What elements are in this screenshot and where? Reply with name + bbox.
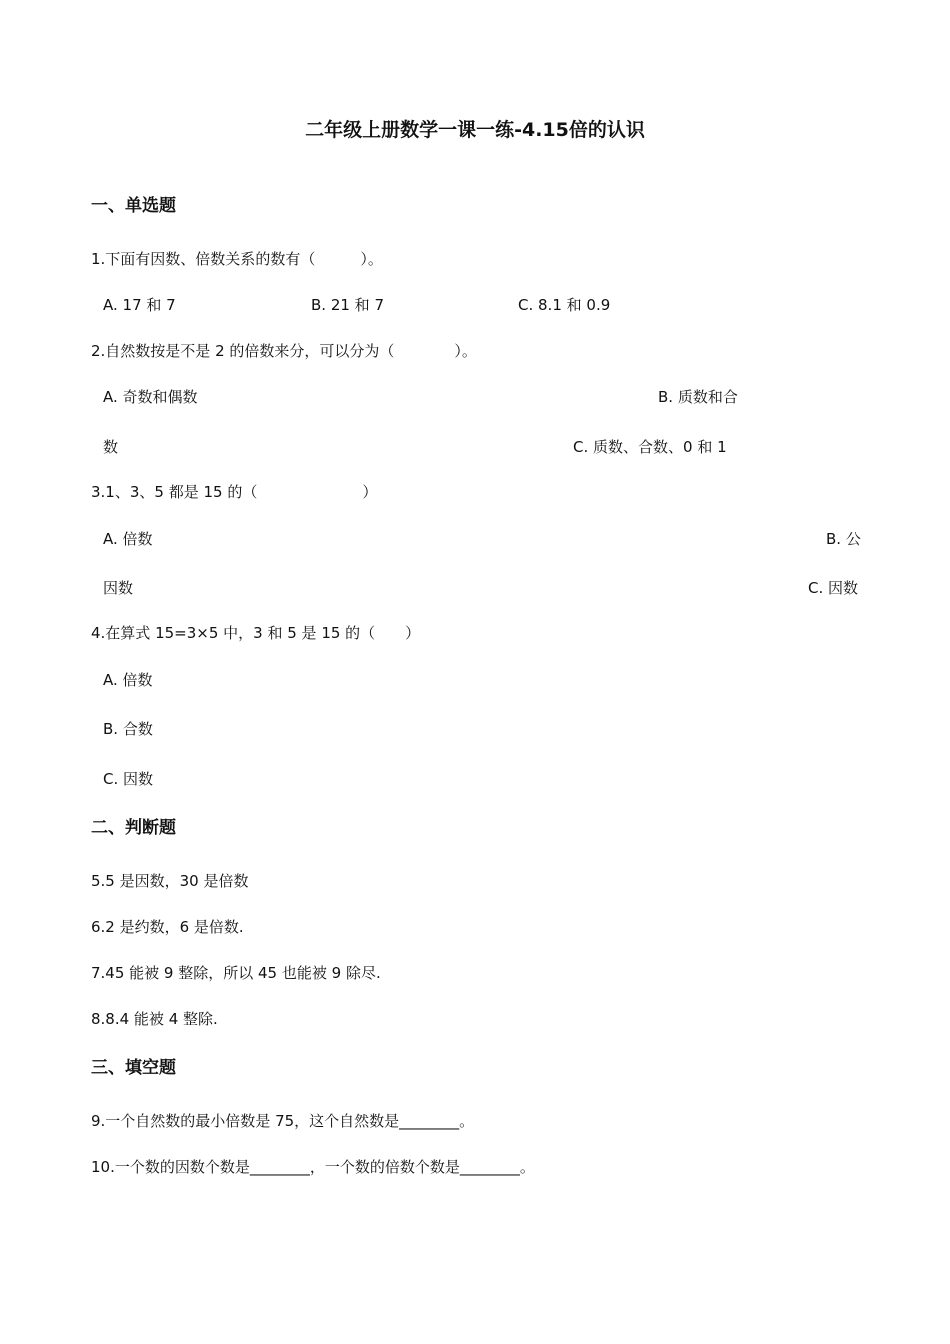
question-4-option-a: A. 倍数 <box>103 671 153 689</box>
question-3-option-b-wrap: 因数 <box>103 579 134 597</box>
section-heading-fill-in: 三、填空题 <box>91 1058 176 1078</box>
question-1: 1.下面有因数、倍数关系的数有（ ）。 <box>91 250 383 268</box>
question-2-option-b: B. 质数和合 <box>658 388 738 406</box>
question-9: 9.一个自然数的最小倍数是 75，这个自然数是________。 <box>91 1112 475 1130</box>
question-1-option-a: A. 17 和 7 <box>103 296 176 314</box>
question-8: 8.8.4 能被 4 整除. <box>91 1010 218 1028</box>
section-heading-true-false: 二、判断题 <box>91 818 176 838</box>
question-10: 10.一个数的因数个数是________，一个数的倍数个数是________。 <box>91 1158 535 1176</box>
question-5: 5.5 是因数，30 是倍数 <box>91 872 249 890</box>
question-2-option-b-wrap: 数 <box>103 438 119 456</box>
question-2: 2.自然数按是不是 2 的倍数来分，可以分为（ ）。 <box>91 342 477 360</box>
section-heading-single-choice: 一、单选题 <box>91 196 176 216</box>
question-2-option-c: C. 质数、合数、0 和 1 <box>573 438 727 456</box>
question-1-option-c: C. 8.1 和 0.9 <box>518 296 611 314</box>
question-2-option-a: A. 奇数和偶数 <box>103 388 198 406</box>
question-4-option-b: B. 合数 <box>103 720 153 738</box>
question-6: 6.2 是约数，6 是倍数. <box>91 918 244 936</box>
question-3: 3.1、3、5 都是 15 的（ ） <box>91 483 378 501</box>
question-3-option-b: B. 公 <box>826 530 861 548</box>
question-1-option-b: B. 21 和 7 <box>311 296 384 314</box>
question-3-option-a: A. 倍数 <box>103 530 153 548</box>
page-title: 二年级上册数学一课一练-4.15倍的认识 <box>305 119 645 141</box>
question-4: 4.在算式 15=3×5 中，3 和 5 是 15 的（ ） <box>91 624 421 642</box>
question-7: 7.45 能被 9 整除，所以 45 也能被 9 除尽. <box>91 964 381 982</box>
question-3-option-c: C. 因数 <box>808 579 859 597</box>
question-4-option-c: C. 因数 <box>103 770 154 788</box>
